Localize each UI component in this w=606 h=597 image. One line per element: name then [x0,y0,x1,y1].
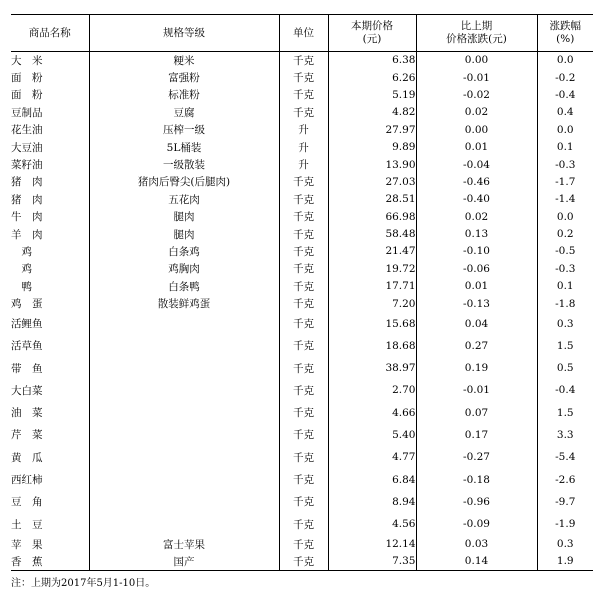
spec-cell: 富士苹果 [89,535,279,552]
unit-cell: 升 [279,121,328,138]
pct-cell: -0.5 [537,243,593,260]
table-row [11,295,593,312]
product-name-cell: 西红柿 [11,474,43,487]
footnote: 注：上期为2017年5月1-10日。 [11,578,156,589]
header-unit: 单位 [279,15,328,52]
pct-cell: -0.3 [537,156,593,173]
spec-cell: 压榨一级 [89,121,279,138]
unit-cell: 千克 [279,278,328,295]
spec-cell: 五花肉 [89,191,279,208]
price-cell: 12.14 [328,535,416,552]
change-cell: 0.27 [416,335,537,357]
change-cell: -0.01 [416,69,537,86]
table-row [11,191,593,208]
unit-cell: 千克 [279,312,328,334]
table-row [11,156,593,173]
header-pct: 涨跌幅 (%) [537,15,593,52]
spec-cell: 一级散装 [89,156,279,173]
unit-cell: 千克 [279,535,328,552]
table-row [11,138,593,155]
unit-cell: 千克 [279,513,328,535]
pct-cell: 1.5 [537,402,593,424]
product-name-cell: 大白菜 [11,384,43,397]
unit-cell: 千克 [279,69,328,86]
table-row [11,208,593,225]
pct-cell: -9.7 [537,491,593,513]
table-row [11,243,593,260]
table-row [11,86,593,103]
change-cell: -0.13 [416,295,537,312]
price-cell: 7.35 [328,553,416,570]
product-name-cell: 活鲤鱼 [11,318,43,330]
spec-cell: 国产 [89,553,279,570]
header-row [11,15,593,52]
pct-cell: -1.9 [537,513,593,535]
pct-cell: 0.2 [537,225,593,242]
unit-cell: 升 [279,156,328,173]
price-cell: 4.56 [328,513,416,535]
change-cell: 0.02 [416,208,537,225]
pct-cell: 0.5 [537,357,593,379]
spec-cell: 粳米 [89,52,279,69]
spec-cell [89,357,279,379]
spec-cell [89,379,279,401]
product-name-cell: 豆 角 [11,496,43,509]
product-name-cell: 鸡 蛋 [11,298,43,311]
spec-cell [89,513,279,535]
change-cell: -0.06 [416,260,537,277]
pct-cell: 0.3 [537,312,593,334]
product-name-cell: 羊 肉 [11,228,43,241]
pct-cell: 1.9 [537,553,593,570]
pct-cell: -1.7 [537,173,593,190]
spec-cell: 腿肉 [89,208,279,225]
table-row [11,357,593,379]
price-cell: 27.97 [328,121,416,138]
table-row [11,513,593,535]
spec-cell: 鸡胸肉 [89,260,279,277]
table-row [11,379,593,401]
price-cell: 5.19 [328,86,416,103]
product-name-cell: 大豆油 [11,141,43,154]
table-row [11,260,593,277]
price-cell: 9.89 [328,138,416,155]
product-name-cell: 菜籽油 [11,159,43,172]
table-row [11,121,593,138]
change-cell: -0.10 [416,243,537,260]
product-name-cell: 猪 肉 [11,176,43,189]
spec-cell: 富强粉 [89,69,279,86]
product-name-cell: 油 菜 [11,407,43,420]
header-spec: 规格等级 [89,15,279,52]
table-row [11,104,593,121]
unit-cell: 千克 [279,243,328,260]
price-cell: 27.03 [328,173,416,190]
spec-cell: 5L桶装 [89,138,279,155]
table-row [11,225,593,242]
product-name-cell: 鸡 [11,245,32,258]
change-cell: 0.14 [416,553,537,570]
table-row [11,491,593,513]
change-cell: 0.01 [416,138,537,155]
pct-cell: -1.8 [537,295,593,312]
change-cell: 0.00 [416,121,537,138]
price-cell: 7.20 [328,295,416,312]
change-cell: -0.09 [416,513,537,535]
price-cell: 66.98 [328,208,416,225]
price-cell: 17.71 [328,278,416,295]
table-row [11,446,593,468]
unit-cell: 千克 [279,379,328,401]
price-cell: 21.47 [328,243,416,260]
change-cell: 0.03 [416,535,537,552]
unit-cell: 千克 [279,173,328,190]
change-cell: -0.27 [416,446,537,468]
unit-cell: 千克 [279,446,328,468]
header-change: 比上期 价格涨跌(元) [416,15,537,52]
change-cell: -0.46 [416,173,537,190]
table-row [11,278,593,295]
pct-cell: -2.6 [537,468,593,490]
pct-cell: 0.1 [537,278,593,295]
product-name-cell: 面 粉 [11,89,43,102]
pct-cell: -1.4 [537,191,593,208]
table-row [11,335,593,357]
product-name-cell: 猪 肉 [11,193,43,206]
price-cell: 4.77 [328,446,416,468]
product-name-cell: 花生油 [11,124,43,137]
change-cell: -0.02 [416,86,537,103]
price-cell: 38.97 [328,357,416,379]
spec-cell: 白条鸭 [89,278,279,295]
product-name-cell: 豆制品 [11,106,43,119]
product-name-cell: 牛 肉 [11,211,43,224]
spec-cell [89,402,279,424]
price-cell: 15.68 [328,312,416,334]
unit-cell: 千克 [279,225,328,242]
price-cell: 58.48 [328,225,416,242]
change-cell: 0.17 [416,424,537,446]
pct-cell: -0.4 [537,86,593,103]
pct-cell: -0.2 [537,69,593,86]
change-cell: 0.02 [416,104,537,121]
price-cell: 5.40 [328,424,416,446]
change-cell: 0.01 [416,278,537,295]
change-cell: -0.96 [416,491,537,513]
spec-cell: 标准粉 [89,86,279,103]
product-name-cell: 黄 瓜 [11,451,43,464]
table-row [11,402,593,424]
pct-cell: 0.0 [537,208,593,225]
table-row [11,535,593,552]
price-cell: 13.90 [328,156,416,173]
table-row [11,52,593,69]
unit-cell: 千克 [279,295,328,312]
price-cell: 8.94 [328,491,416,513]
unit-cell: 千克 [279,104,328,121]
spec-cell [89,335,279,357]
product-name-cell: 面 粉 [11,72,43,85]
table-row [11,173,593,190]
change-cell: -0.01 [416,379,537,401]
spec-cell [89,446,279,468]
change-cell: -0.40 [416,191,537,208]
change-cell: 0.19 [416,357,537,379]
unit-cell: 千克 [279,357,328,379]
product-name-cell: 活草鱼 [11,340,43,353]
unit-cell: 千克 [279,491,328,513]
product-name-cell: 鸭 [11,280,32,293]
product-name-cell: 芹 菜 [11,429,43,442]
unit-cell: 千克 [279,468,328,490]
price-cell: 28.51 [328,191,416,208]
product-name-cell: 带 鱼 [11,362,43,375]
unit-cell: 千克 [279,191,328,208]
change-cell: 0.00 [416,52,537,69]
product-name-cell: 香 蕉 [11,555,43,568]
spec-cell [89,312,279,334]
change-cell: -0.18 [416,468,537,490]
pct-cell: 1.5 [537,335,593,357]
product-name-cell: 鸡 [11,263,32,276]
header-name: 商品名称 [28,26,71,39]
spec-cell [89,491,279,513]
price-table [11,14,593,571]
product-name-cell: 苹 果 [11,538,43,551]
pct-cell: 3.3 [537,424,593,446]
change-cell: -0.04 [416,156,537,173]
pct-cell: 0.3 [537,535,593,552]
spec-cell: 猪肉后臀尖(后腿肉) [89,173,279,190]
unit-cell: 千克 [279,86,328,103]
pct-cell: 0.1 [537,138,593,155]
price-cell: 6.38 [328,52,416,69]
price-cell: 2.70 [328,379,416,401]
spec-cell: 腿肉 [89,225,279,242]
unit-cell: 千克 [279,335,328,357]
price-cell: 19.72 [328,260,416,277]
change-cell: 0.07 [416,402,537,424]
unit-cell: 千克 [279,208,328,225]
spec-cell: 豆腐 [89,104,279,121]
spec-cell: 白条鸡 [89,243,279,260]
product-name-cell: 土 豆 [11,518,43,531]
table-row [11,312,593,334]
pct-cell: 0.0 [537,52,593,69]
unit-cell: 千克 [279,553,328,570]
unit-cell: 千克 [279,424,328,446]
price-cell: 18.68 [328,335,416,357]
spec-cell [89,424,279,446]
pct-cell: -0.4 [537,379,593,401]
unit-cell: 千克 [279,402,328,424]
price-cell: 4.82 [328,104,416,121]
spec-cell [89,468,279,490]
header-price: 本期价格 (元) [328,15,416,52]
pct-cell: -5.4 [537,446,593,468]
change-cell: 0.13 [416,225,537,242]
table-row [11,553,593,570]
unit-cell: 千克 [279,260,328,277]
table-row [11,69,593,86]
pct-cell: 0.4 [537,104,593,121]
price-cell: 4.66 [328,402,416,424]
unit-cell: 升 [279,138,328,155]
product-name-cell: 大 米 [11,54,43,67]
price-cell: 6.26 [328,69,416,86]
pct-cell: 0.0 [537,121,593,138]
spec-cell: 散装鲜鸡蛋 [89,295,279,312]
unit-cell: 千克 [279,52,328,69]
table-row [11,424,593,446]
change-cell: 0.04 [416,312,537,334]
table-row [11,468,593,490]
pct-cell: -0.3 [537,260,593,277]
table-body [11,52,593,571]
price-cell: 6.84 [328,468,416,490]
